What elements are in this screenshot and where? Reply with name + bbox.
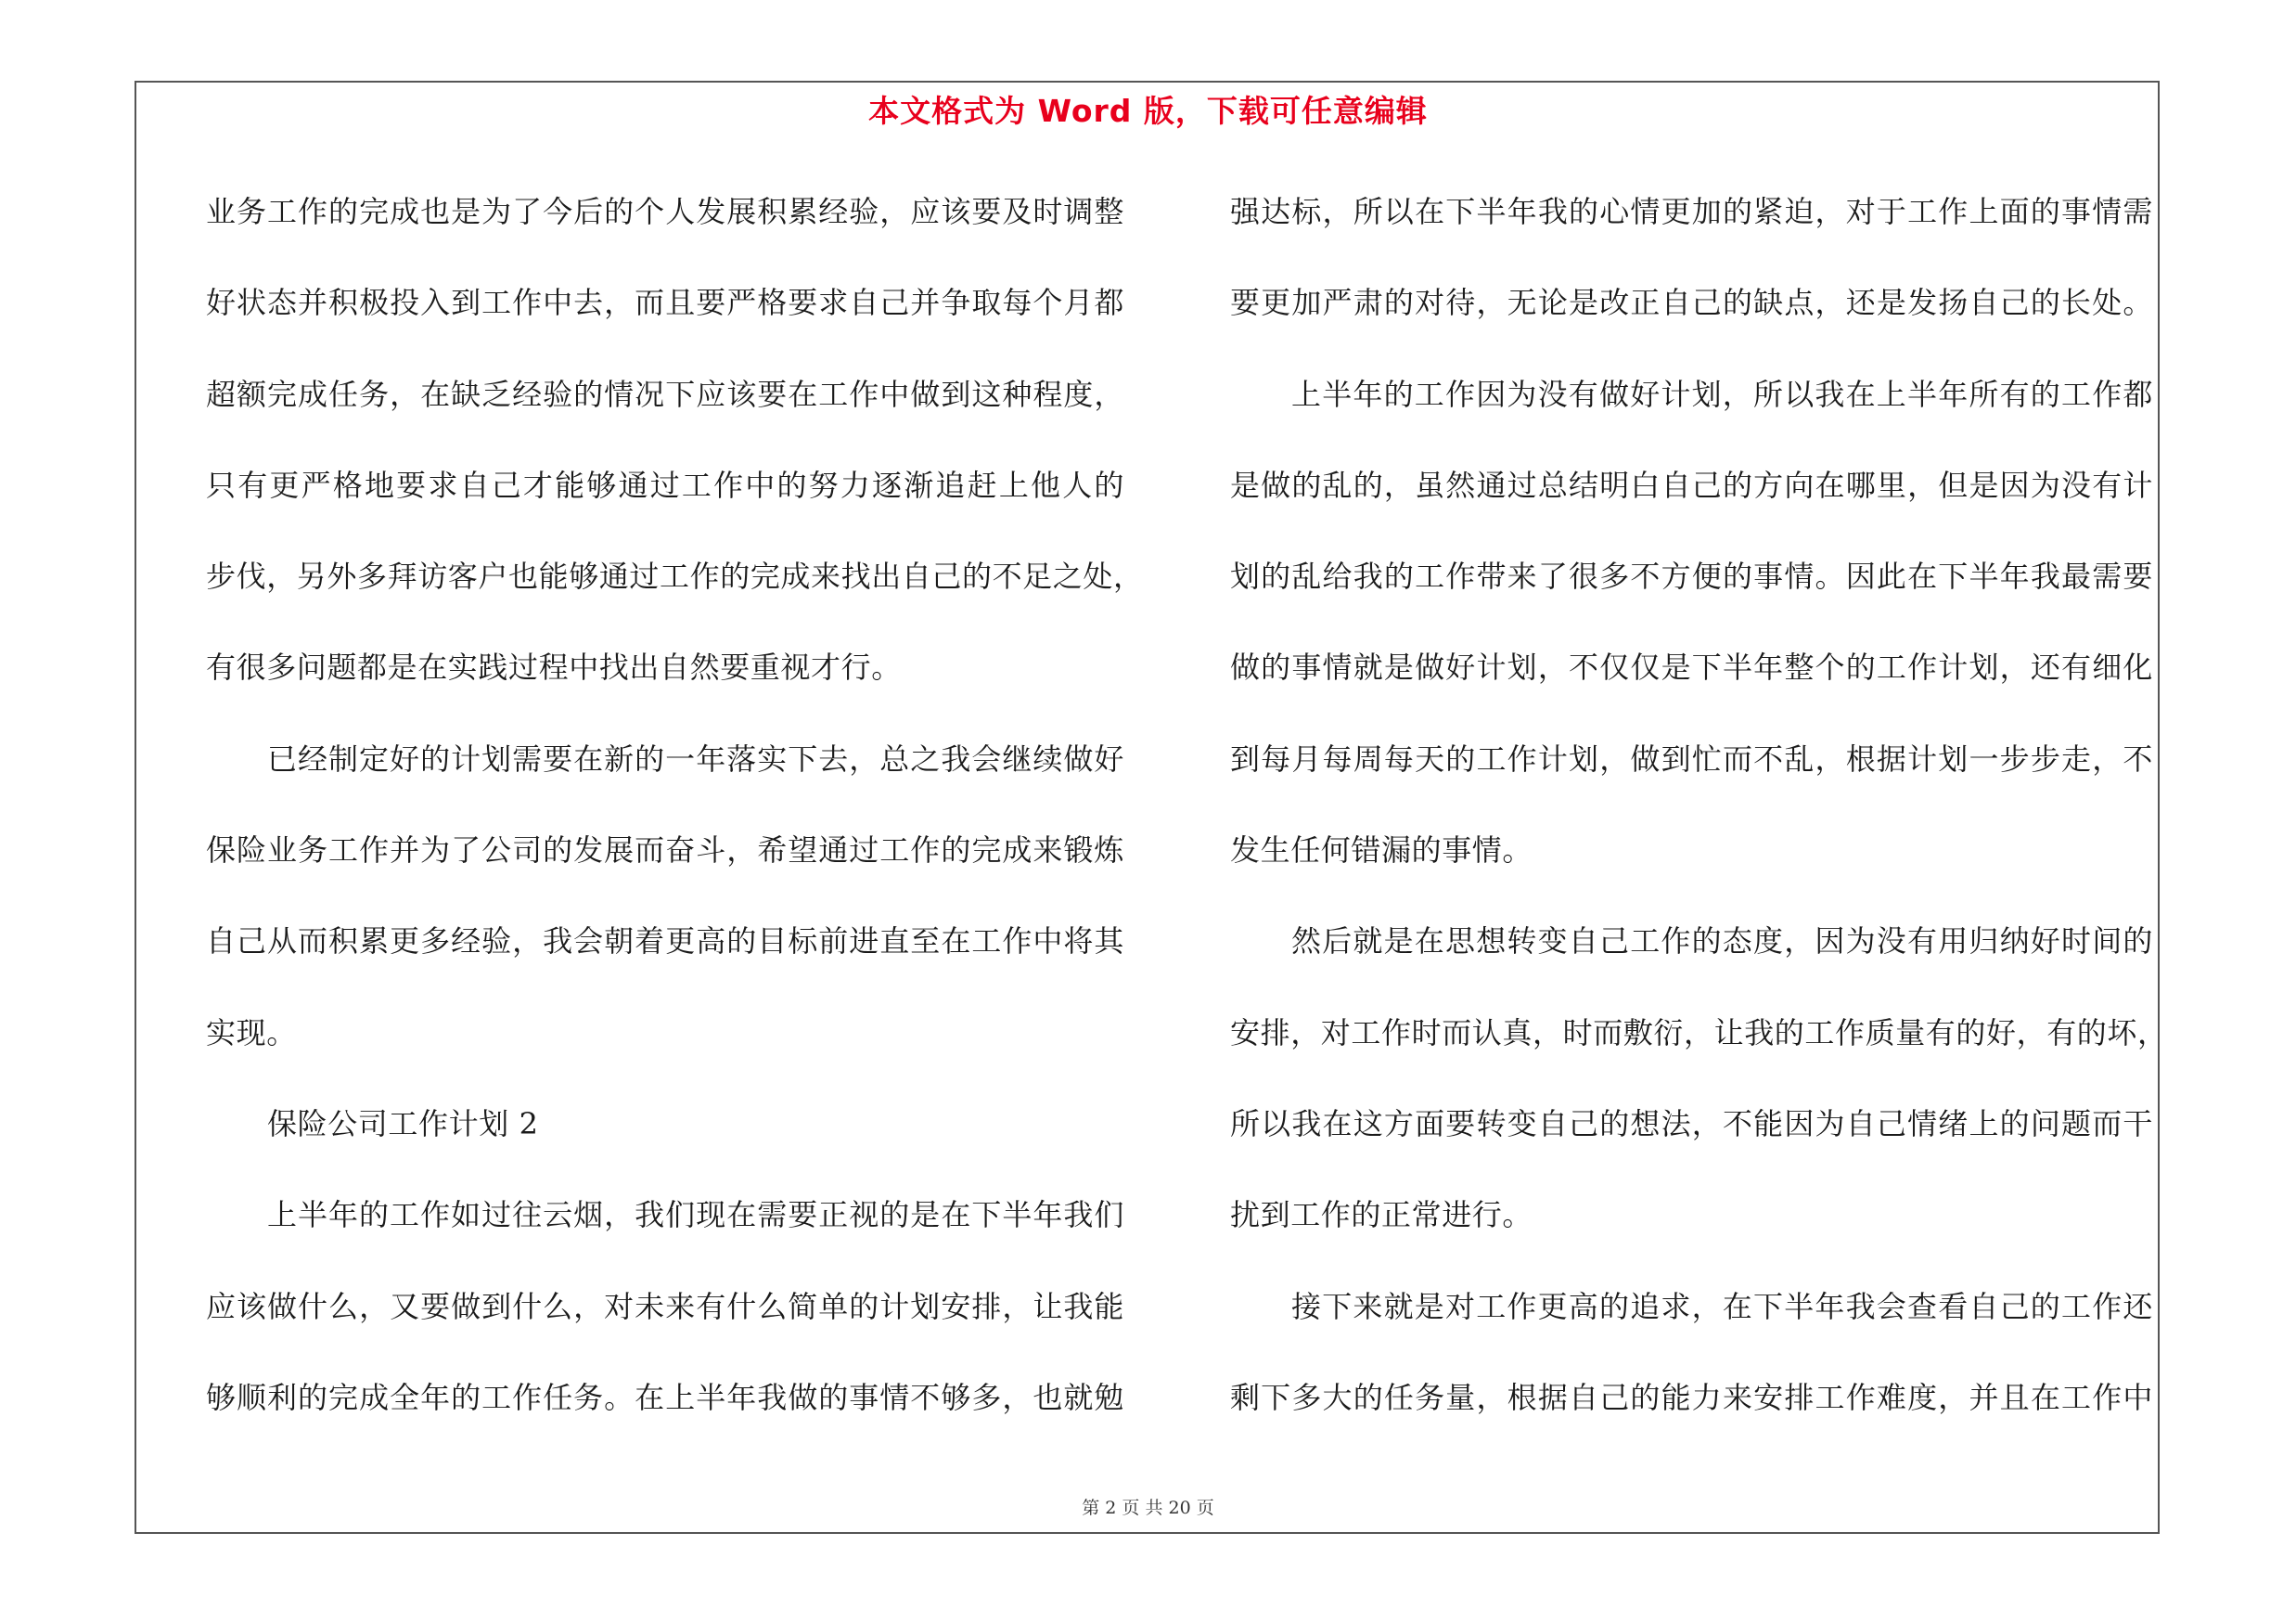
text-line: 超额完成任务，在缺乏经验的情况下应该要在工作中做到这种程度， <box>206 376 1124 412</box>
text-line: 已经制定好的计划需要在新的一年落实下去，总之我会继续做好 <box>267 741 1124 777</box>
text-line: 要更加严肃的对待，无论是改正自己的缺点，还是发扬自己的长处。 <box>1230 285 2153 321</box>
text-line: 发生任何错漏的事情。 <box>1230 832 1533 869</box>
text-line: 只有更严格地要求自己才能够通过工作中的努力逐渐追赶上他人的 <box>206 467 1124 503</box>
text-line: 到每月每周每天的工作计划，做到忙而不乱，根据计划一步步走，不 <box>1230 741 2153 777</box>
text-line: 上半年的工作如过往云烟，我们现在需要正视的是在下半年我们 <box>267 1197 1124 1233</box>
text-line: 扰到工作的正常进行。 <box>1230 1197 1533 1233</box>
text-line: 自己从而积累更多经验，我会朝着更高的目标前进直至在工作中将其 <box>206 923 1124 960</box>
text-line: 保险业务工作并为了公司的发展而奋斗，希望通过工作的完成来锻炼 <box>206 832 1124 869</box>
text-line: 是做的乱的，虽然通过总结明白自己的方向在哪里，但是因为没有计 <box>1230 467 2153 503</box>
text-line: 够顺利的完成全年的工作任务。在上半年我做的事情不够多，也就勉 <box>206 1379 1124 1415</box>
text-line: 保险公司工作计划 2 <box>267 1105 539 1141</box>
text-line: 好状态并积极投入到工作中去，而且要严格要求自己并争取每个月都 <box>206 285 1124 321</box>
text-line: 实现。 <box>206 1014 297 1050</box>
text-line: 接下来就是对工作更高的追求，在下半年我会查看自己的工作还 <box>1291 1288 2153 1324</box>
page-number-footer: 第 2 页 共 20 页 <box>1082 1498 1214 1518</box>
text-line: 步伐，另外多拜访客户也能够通过工作的完成来找出自己的不足之处， <box>206 559 1144 595</box>
format-banner: 本文格式为 Word 版，下载可任意编辑 <box>868 93 1428 129</box>
text-line: 有很多问题都是在实践过程中找出自然要重视才行。 <box>206 650 902 686</box>
text-line: 做的事情就是做好计划，不仅仅是下半年整个的工作计划，还有细化 <box>1230 650 2153 686</box>
left-text-column <box>206 183 1144 1460</box>
text-line: 上半年的工作因为没有做好计划，所以我在上半年所有的工作都 <box>1291 376 2153 412</box>
text-line: 然后就是在思想转变自己工作的态度，因为没有用归纳好时间的 <box>1291 923 2153 960</box>
text-line: 划的乱给我的工作带来了很多不方便的事情。因此在下半年我最需要 <box>1230 559 2153 595</box>
right-text-column <box>1230 183 2168 1460</box>
text-line: 强达标，所以在下半年我的心情更加的紧迫，对于工作上面的事情需 <box>1230 194 2153 229</box>
text-line: 业务工作的完成也是为了今后的个人发展积累经验，应该要及时调整 <box>206 194 1124 229</box>
text-line: 应该做什么，又要做到什么，对未来有什么简单的计划安排，让我能 <box>206 1288 1124 1324</box>
text-line: 剩下多大的任务量，根据自己的能力来安排工作难度，并且在工作中 <box>1230 1379 2153 1415</box>
text-line: 所以我在这方面要转变自己的想法，不能因为自己情绪上的问题而干 <box>1230 1105 2153 1141</box>
text-line: 安排，对工作时而认真，时而敷衍，让我的工作质量有的好，有的坏， <box>1230 1014 2168 1050</box>
